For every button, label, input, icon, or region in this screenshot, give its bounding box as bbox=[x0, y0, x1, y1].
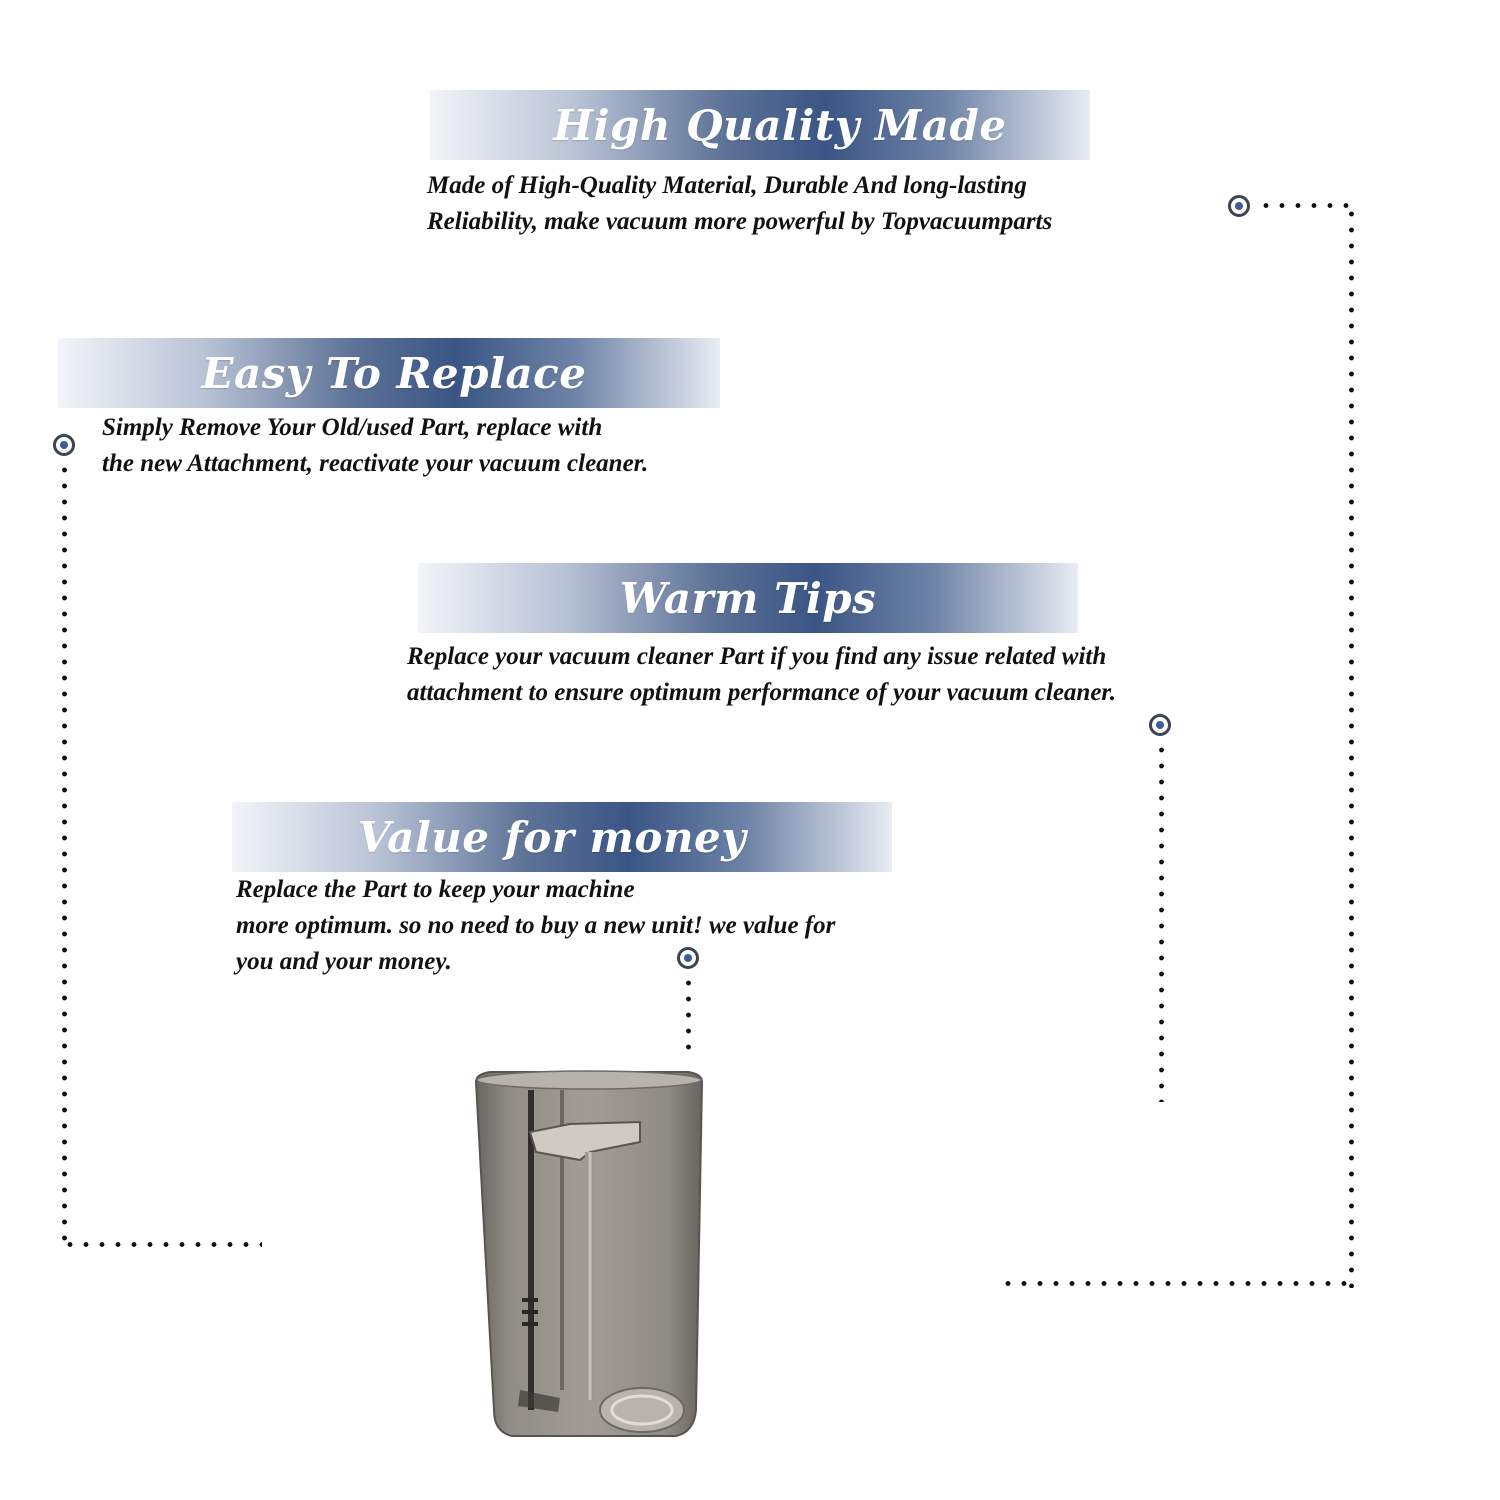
description-line: Made of High-Quality Material, Durable And long-lasting bbox=[427, 172, 1027, 199]
description-line: Simply Remove Your Old/used Part, replace with bbox=[102, 414, 603, 441]
description-line: the new Attachment, reactivate your vacuum cleaner. bbox=[102, 450, 649, 477]
section-title: High Quality Made bbox=[553, 100, 1007, 150]
banner-value-for-money bbox=[232, 802, 892, 872]
description-line: Reliability, make vacuum more powerful by Topvacuumparts bbox=[427, 208, 1053, 235]
dotted-connector bbox=[1159, 742, 1164, 1102]
dotted-connector bbox=[62, 1242, 262, 1247]
section-description-high-quality bbox=[427, 168, 1052, 240]
section-description-easy-to-replace bbox=[102, 410, 648, 482]
description-line: Replace your vacuum cleaner Part if you find any issue related with bbox=[407, 643, 1107, 670]
description-line: Replace the Part to keep your machine bbox=[236, 876, 635, 903]
description-line: more optimum. so no need to buy a new unit! we value for bbox=[236, 912, 836, 939]
banner-warm-tips bbox=[418, 563, 1078, 633]
dotted-connector bbox=[1258, 203, 1354, 208]
dotted-connector bbox=[686, 975, 691, 1053]
dotted-connector bbox=[1349, 206, 1354, 1288]
section-title: Warm Tips bbox=[619, 573, 877, 623]
dotted-connector bbox=[1000, 1281, 1352, 1286]
banner-high-quality-made bbox=[430, 90, 1090, 160]
bullet-icon bbox=[677, 947, 699, 969]
section-title: Value for money bbox=[357, 812, 747, 862]
section-description-value-for-money bbox=[236, 872, 835, 980]
bullet-icon bbox=[1228, 195, 1250, 217]
bullet-icon bbox=[1149, 714, 1171, 736]
vacuum-dust-bin-image bbox=[440, 1060, 740, 1450]
banner-easy-to-replace bbox=[58, 338, 720, 408]
section-description-warm-tips bbox=[407, 639, 1116, 711]
description-line: you and your money. bbox=[236, 948, 452, 975]
dotted-connector bbox=[62, 462, 67, 1246]
section-title: Easy To Replace bbox=[201, 348, 587, 398]
bullet-icon bbox=[53, 434, 75, 456]
description-line: attachment to ensure optimum performance of your vacuum cleaner. bbox=[407, 679, 1117, 706]
